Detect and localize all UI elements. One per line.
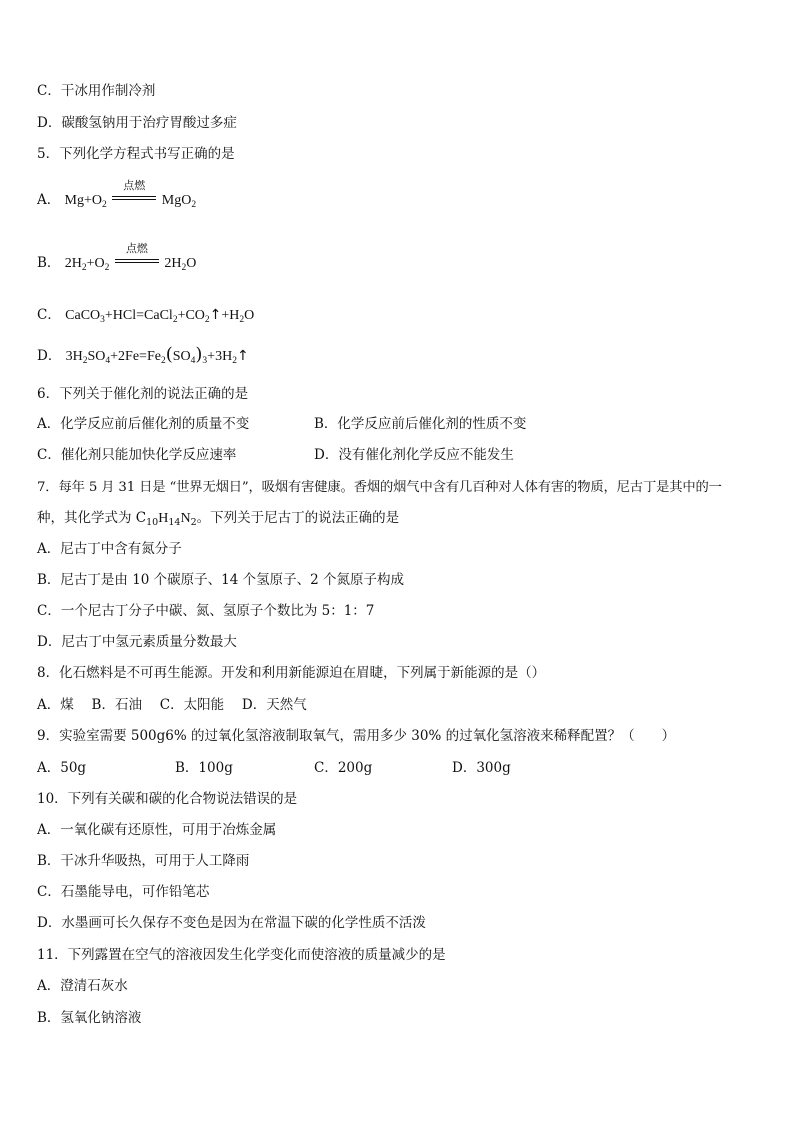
q6-option-d: D．没有催化剂化学反应不能发生 bbox=[314, 447, 514, 463]
q7-option-a: A．尼古丁中含有氮分子 bbox=[37, 541, 182, 557]
reaction-condition-a: 点燃 bbox=[110, 192, 158, 210]
q6-option-c: C．催化剂只能加快化学反应速率 bbox=[37, 447, 237, 463]
q5-option-d: D． $3H_2SO_4+2Fe=Fe_2(SO_4)_3+3H_2↑$ bbox=[37, 344, 249, 366]
q11-stem: 11．下列露置在空气的溶液因发生化学变化而使溶液的质量减少的是 bbox=[37, 947, 446, 963]
q6-option-b: B．化学反应前后催化剂的性质不变 bbox=[314, 416, 527, 432]
gas-arrow-icon: ↑ bbox=[209, 307, 222, 323]
q5-option-a: A． $Mg+O_2$ 点燃 MgO$_2$ bbox=[37, 180, 197, 210]
q8-options: A．煤 B．石油 C．太阳能 D．天然气 bbox=[37, 697, 307, 713]
q9-stem: 9．实验室需要 500g6% 的过氧化氢溶液制取氧气，需用多少 30% 的过氧化氢溶液来稀释配置？（ ） bbox=[37, 728, 676, 744]
q7-option-c: C．一个尼古丁分子中碳、氮、氢原子个数比为 5：1：7 bbox=[37, 603, 375, 619]
q10-option-a: A．一氧化碳有还原性，可用于冶炼金属 bbox=[37, 822, 277, 838]
q11-option-a: A．澄清石灰水 bbox=[37, 978, 128, 994]
q7-stem-line2: 种，其化学式为 $C_{10}H_{14}N_2$。下列关于尼古丁的说法正确的是 bbox=[37, 510, 400, 528]
q5-option-b: B． $2H_2+O_2$ 点燃 $2H_2O$ bbox=[37, 243, 197, 273]
q6-stem: 6．下列关于催化剂的说法正确的是 bbox=[37, 386, 249, 402]
q7-option-d: D．尼古丁中氢元素质量分数最大 bbox=[37, 634, 237, 650]
gas-arrow-icon: ↑ bbox=[236, 348, 249, 364]
q10-option-b: B．干冰升华吸热，可用于人工降雨 bbox=[37, 853, 250, 869]
q10-option-c: C．石墨能导电，可作铅笔芯 bbox=[37, 884, 210, 900]
q7-stem-line1: 7．每年 5 月 31 日是 “世界无烟日”，吸烟有害健康。香烟的烟气中含有几百种对人体有害的物质，尼古丁是其中的一 bbox=[37, 480, 722, 495]
q9-option-c: C．200g bbox=[314, 760, 373, 776]
q10-stem: 10．下列有关碳和碳的化合物说法错误的是 bbox=[37, 791, 298, 807]
q7-option-b: B．尼古丁是由 10 个碳原子、14 个氢原子、2 个氮原子构成 bbox=[37, 572, 405, 588]
q8-stem: 8．化石燃料是不可再生能源。开发和利用新能源迫在眉睫，下列属于新能源的是（） bbox=[37, 665, 546, 681]
q9-option-d: D．300g bbox=[452, 760, 511, 776]
reaction-condition-b: 点燃 bbox=[113, 255, 161, 273]
q9-option-a: A．50g bbox=[37, 760, 87, 776]
q4-option-d: D．碳酸氢钠用于治疗胃酸过多症 bbox=[37, 115, 237, 131]
q5-option-c: C． $CaCO_3+HCl=CaCl_2+CO_2↑+H_2O$ bbox=[37, 307, 255, 325]
q6-option-a: A．化学反应前后催化剂的质量不变 bbox=[37, 416, 250, 432]
q9-option-b: B．100g bbox=[175, 760, 233, 776]
q11-option-b: B．氢氧化钠溶液 bbox=[37, 1010, 142, 1026]
q10-option-d: D．水墨画可长久保存不变色是因为在常温下碳的化学性质不活泼 bbox=[37, 915, 426, 931]
q4-option-c: C．干冰用作制冷剂 bbox=[37, 83, 156, 99]
q5-stem: 5．下列化学方程式书写正确的是 bbox=[37, 146, 235, 162]
